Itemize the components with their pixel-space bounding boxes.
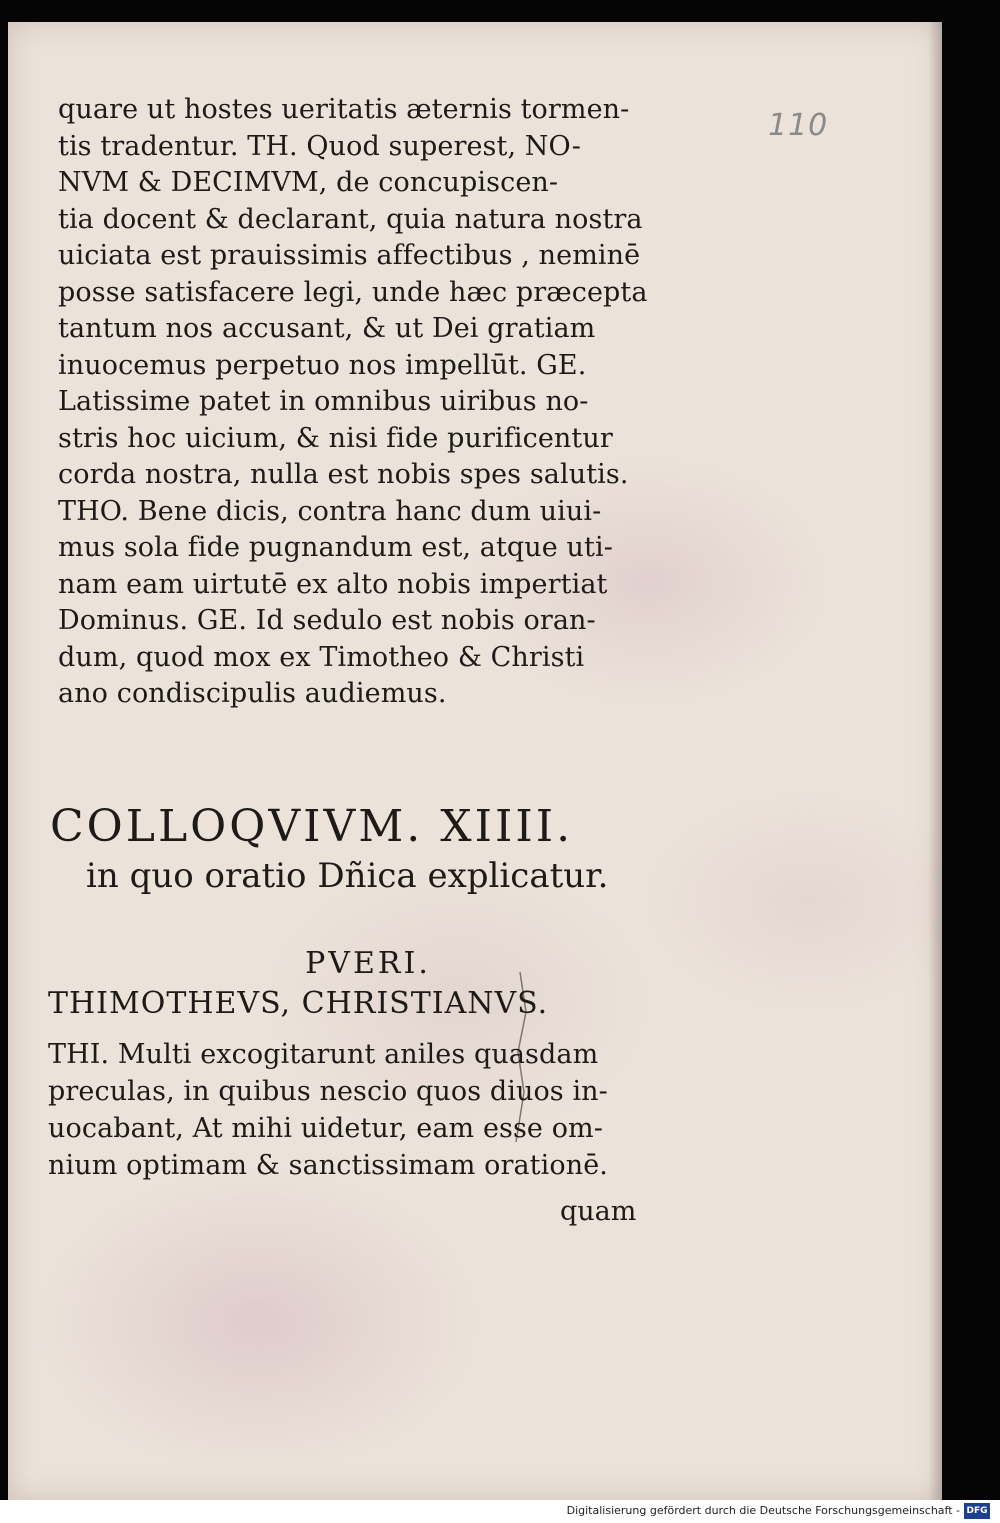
body-line: THO. Bene dicis, contra hanc dum uiui- — [58, 495, 602, 527]
body-line: Latissime patet in omnibus uiribus no- — [58, 386, 589, 417]
sponsor-footer — [0, 1500, 1000, 1523]
heading-title: COLLOQVIVM. XIIII. — [50, 801, 574, 852]
colloquium-heading — [50, 800, 670, 898]
body-line: nam eam uirtutē ex alto nobis impertiat — [58, 568, 608, 600]
speakers-label: PVERI. — [305, 946, 431, 981]
body-line: Dominus. GE. Id sedulo est nobis oran- — [58, 605, 596, 636]
dialogue-line: preculas, in quibus nescio quos diuos in- — [48, 1076, 608, 1107]
dialogue-line: nium optimam & sanctissimam orationē. — [48, 1150, 608, 1181]
body-line: tia docent & declarant, quia natura nostra — [58, 203, 643, 235]
folio-number: 110 — [768, 108, 829, 143]
body-line: tantum nos accusant, & ut Dei gratiam — [58, 313, 596, 344]
body-line: NVM & DECIMVM, de concupiscen- — [58, 167, 559, 198]
body-line: ano condiscipulis audiemus. — [58, 678, 447, 709]
body-line: stris hoc uicium, & nisi fide purificentur — [58, 422, 613, 454]
body-line: quare ut hostes ueritatis æternis tormen- — [58, 94, 630, 125]
body-line: mus sola fide pugnandum est, atque uti- — [58, 532, 613, 563]
body-line: uiciata est prauissimis affectibus , neminē — [58, 240, 641, 271]
heading-subtitle: in quo oratio Dñica explicatur. — [86, 856, 609, 896]
dialogue-line: uocabant, At mihi uidetur, eam esse om- — [48, 1113, 603, 1144]
body-line: inuocemus perpetuo nos impellūt. GE. — [58, 349, 587, 381]
dfg-logo: DFG — [964, 1503, 990, 1519]
dialogue-line: THI. Multi excogitarunt aniles quasdam — [48, 1039, 599, 1070]
body-line: posse satisfacere legi, unde hæc præcepta — [58, 276, 648, 308]
dialogue-text — [48, 1036, 668, 1184]
speakers-names: THIMOTHEVS, CHRISTIANVS. — [48, 986, 549, 1021]
page-edge — [928, 22, 942, 1500]
body-line: corda nostra, nulla est nobis spes salutis. — [58, 459, 629, 490]
sponsor-text: Digitalisierung gefördert durch die Deutsche Forschungsgemeinschaft - — [566, 1504, 960, 1517]
speakers-block — [48, 944, 668, 1024]
body-line: tis tradentur. TH. Quod superest, NO- — [58, 130, 581, 162]
catchword: quam — [560, 1196, 637, 1227]
body-text — [58, 92, 678, 713]
body-line: dum, quod mox ex Timotheo & Christi — [58, 641, 585, 673]
